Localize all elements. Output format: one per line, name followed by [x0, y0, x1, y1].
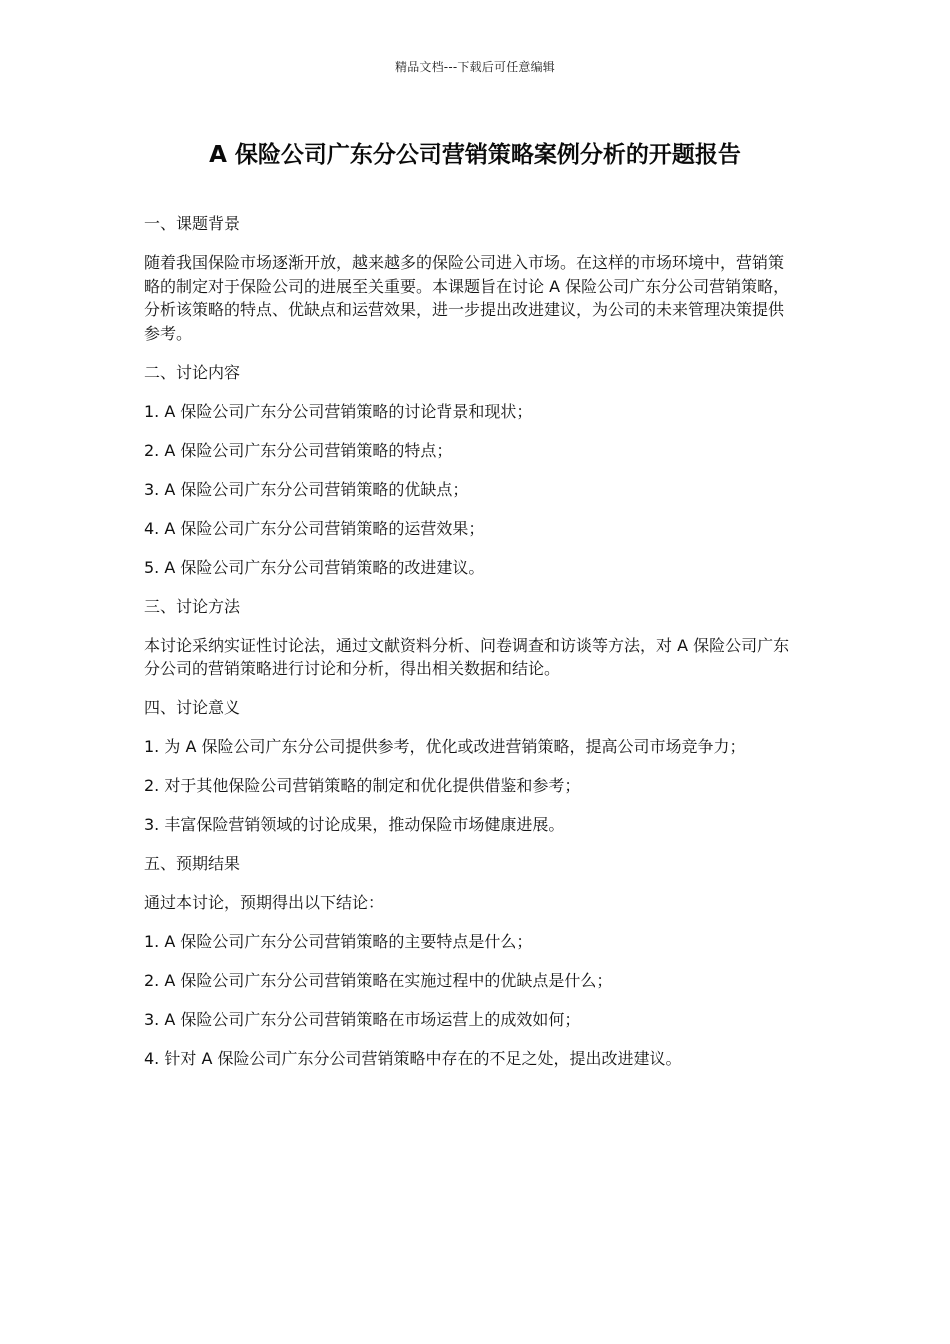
section-heading-method: 三、讨论方法 [144, 596, 241, 616]
list-item: 1. 为 A 保险公司广东分公司提供参考，优化或改进营销策略，提高公司市场竞争力； [144, 737, 746, 756]
list-item: 5. A 保险公司广东分公司营销策略的改进建议。 [144, 557, 485, 577]
section-heading-background: 一、课题背景 [144, 214, 241, 233]
list-item: 2. A 保险公司广东分公司营销策略在实施过程中的优缺点是什么； [144, 971, 613, 990]
list-item: 4. A 保险公司广东分公司营销策略的运营效果； [144, 518, 485, 538]
list-item: 1. A 保险公司广东分公司营销策略的主要特点是什么； [144, 932, 533, 951]
section-heading-content: 二、讨论内容 [144, 362, 241, 382]
results-intro: 通过本讨论，预期得出以下结论： [144, 893, 385, 912]
document-body [144, 212, 799, 1086]
document-title: A 保险公司广东分公司营销策略案例分析的开题报告 [209, 142, 741, 168]
list-item: 1. A 保险公司广东分公司营销策略的讨论背景和现状； [144, 401, 533, 421]
list-item: 3. A 保险公司广东分公司营销策略在市场运营上的成效如何； [144, 1010, 581, 1029]
list-item: 2. 对于其他保险公司营销策略的制定和优化提供借鉴和参考； [144, 776, 581, 795]
list-item: 4. 针对 A 保险公司广东分公司营销策略中存在的不足之处，提出改进建议。 [144, 1049, 682, 1068]
method-paragraph: 本讨论采纳实证性讨论法，通过文献资料分析、问卷调查和访谈等方法，对 A 保险公司广东分公司的营销策略进行讨论和分析，得出相关数据和结论。 [144, 635, 790, 678]
section-heading-significance: 四、讨论意义 [144, 698, 241, 717]
header-note: 精品文档---下载后可任意编辑 [395, 60, 555, 74]
list-item: 3. A 保险公司广东分公司营销策略的优缺点； [144, 479, 469, 499]
list-item: 3. 丰富保险营销领域的讨论成果，推动保险市场健康进展。 [144, 815, 565, 834]
section-heading-results: 五、预期结果 [144, 854, 241, 873]
list-item: 2. A 保险公司广东分公司营销策略的特点； [144, 440, 453, 460]
background-paragraph: 随着我国保险市场逐渐开放，越来越多的保险公司进入市场。在这样的市场环境中，营销策略的制定对于保险公司的进展至关重要。本课题旨在讨论 A 保险公司广东分公司营销策略，分析该策略的特点、优缺点和运营效果，进一步提出改进建议，为公司的未来管理决策提供参考。 [144, 253, 790, 343]
